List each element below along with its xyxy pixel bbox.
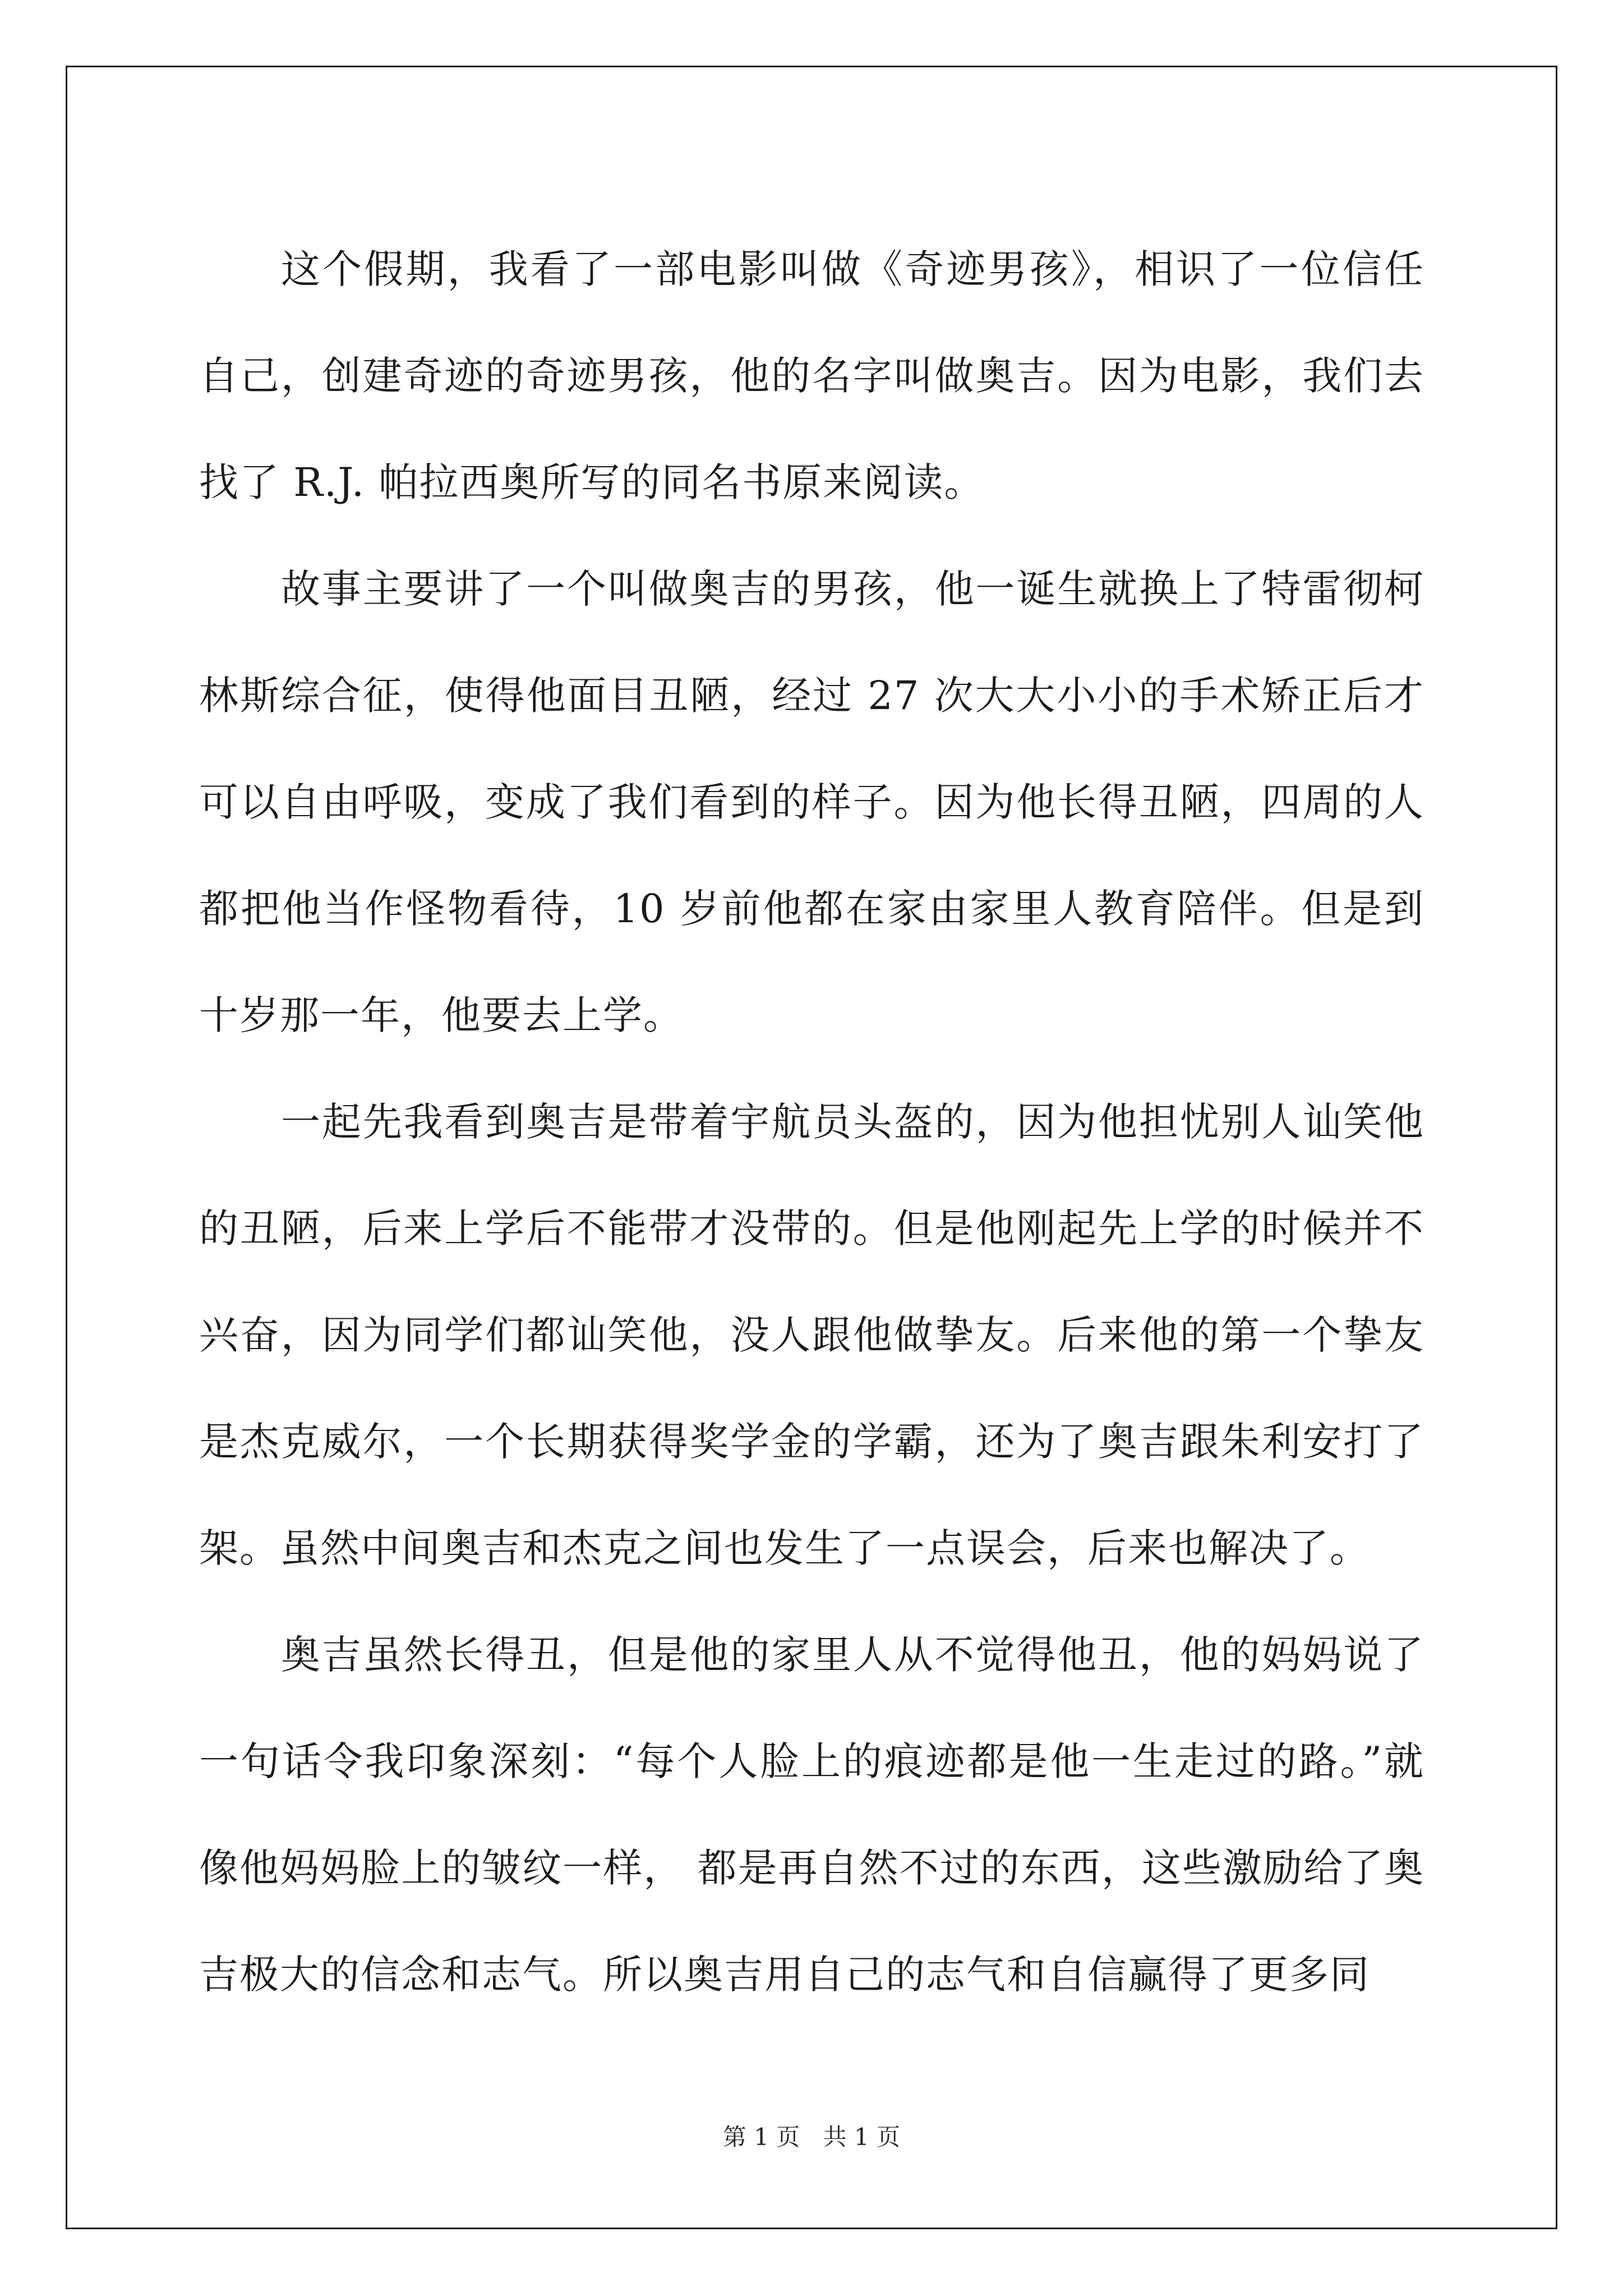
paragraph-1: 这个假期，我看了一部电影叫做《奇迹男孩》，相识了一位信任自己，创建奇迹的奇迹男孩，他的名字叫做奥吉。因为电影，我们去找了 R.J. 帕拉西奥所写的同名书原来阅读。	[199, 246, 1424, 505]
paragraph-2: 故事主要讲了一个叫做奥吉的男孩，他一诞生就换上了特雷彻柯林斯综合征，使得他面目丑陋，经过 27 次大大小小的手术矫正后才可以自由呼吸，变成了我们看到的样子。因为他长得丑陋，四周的人都把他当作怪物看待，10 岁前他都在家由家里人教育陪伴。但是到十岁那一年，他要去上学。	[199, 566, 1424, 1038]
page-footer	[0, 2120, 1623, 2154]
paragraph-4: 奥吉虽然长得丑，但是他的家里人从不觉得他丑，他的妈妈说了一句话令我印象深刻：“每个人脸上的痕迹都是他一生走过的路。”就像他妈妈脸上的皱纹一样， 都是再自然不过的东西，这些激励给了奥吉极大的信念和志气。所以奥吉用自己的志气和自信赢得了更多同	[199, 1632, 1424, 1998]
paragraph-3: 一起先我看到奥吉是带着宇航员头盔的，因为他担忧别人讪笑他的丑陋，后来上学后不能带才没带的。但是他刚起先上学的时候并不兴奋，因为同学们都讪笑他，没人跟他做挚友。后来他的第一个挚友是杰克威尔，一个长期获得奖学金的学霸，还为了奥吉跟朱利安打了架。虽然中间奥吉和杰克之间也发生了一点误会，后来也解决了。	[199, 1099, 1424, 1571]
page-number: 第 1 页	[722, 2123, 800, 2151]
page-total: 共 1 页	[823, 2123, 901, 2151]
document-body	[199, 216, 1424, 2028]
